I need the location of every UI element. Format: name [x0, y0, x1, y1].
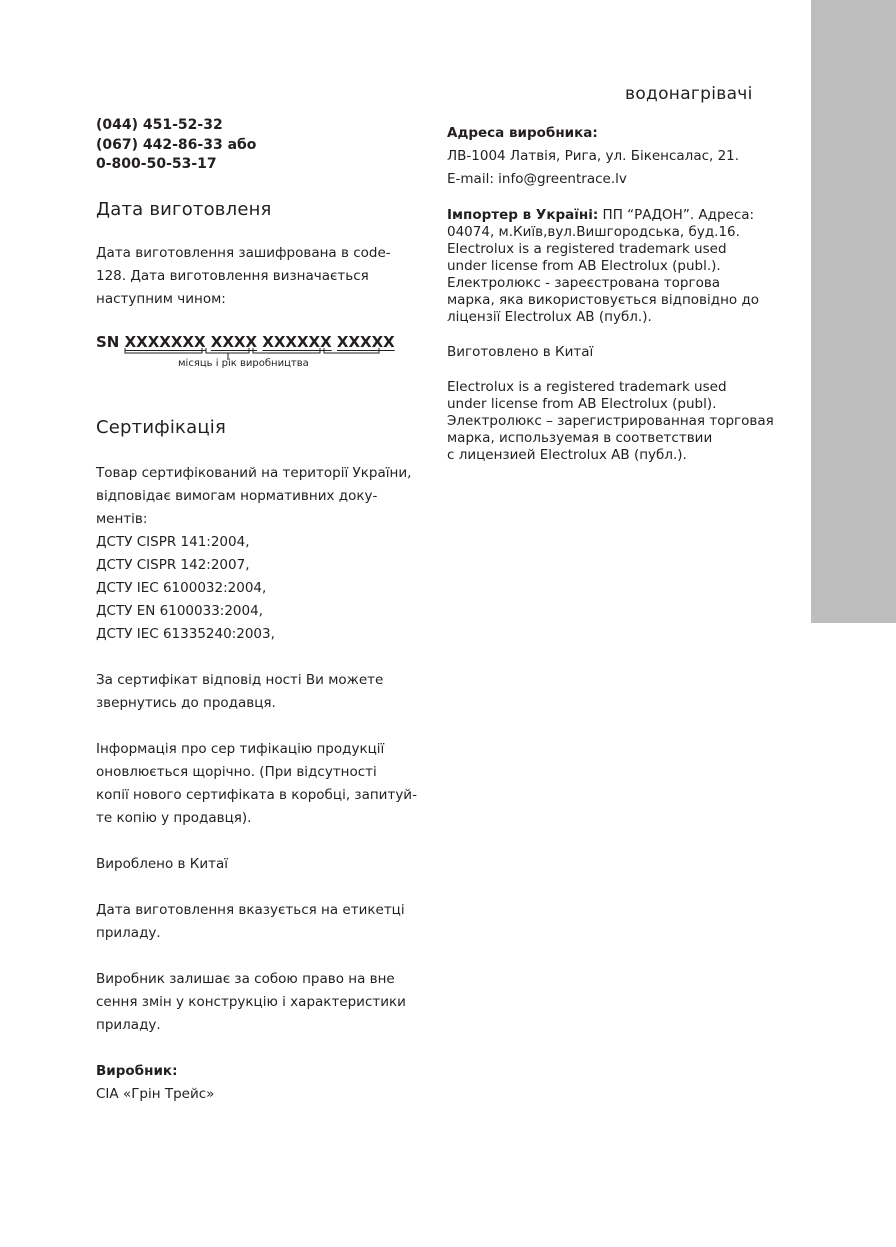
- certificate-update-para: Інформація про сер тифікацію продукції оновлюється щорічно. (При відсутності копії нового сертифіката в коробці, запитуй- те копію у продавця).: [96, 740, 417, 826]
- left-column: [96, 116, 436, 1106]
- section-side-tab: [811, 0, 896, 623]
- standard-item: ДСТУ CISPR 141:2004,: [96, 533, 250, 550]
- address-text: ЛВ-1004 Латвія, Рига, ул. Бікенсалас, 21.: [447, 148, 740, 164]
- email-text: E-mail: info@greentrace.lv: [447, 171, 627, 187]
- trademark-block: Electrolux is a registered trademark used under license from AB Electrolux (publ). Электролюкс – зарегистрированная торговая марка, используемая в соответствии с лицензией Electrolux AB (публ.).: [447, 379, 774, 463]
- label-date-para: Дата виготовлення вказується на етикетці приладу.: [96, 901, 405, 941]
- phone-number: 0-800-50-53-17: [96, 156, 217, 172]
- right-column: [447, 122, 797, 464]
- manufacturer-block: [96, 1060, 436, 1106]
- manufacture-date-heading: Дата виготовленя: [96, 198, 272, 220]
- sn-group: XXXX: [210, 332, 258, 351]
- standard-item: ДСТУ IEC 61335240:2003,: [96, 625, 275, 642]
- address-label: Адреса виробника:: [447, 125, 598, 141]
- made-in-text: Вироблено в Китаї: [96, 855, 228, 872]
- serial-number-format: [96, 333, 436, 375]
- hotline-phones: [96, 116, 436, 175]
- sn-group: XXXXXX: [262, 332, 332, 351]
- sn-group: XXXXX: [336, 332, 395, 351]
- section-label: водонагрівачі: [625, 84, 753, 104]
- sn-caption: місяць і рік виробництва: [178, 357, 309, 369]
- phone-number: (067) 442-86-33 або: [96, 136, 257, 153]
- sn-group: XXXXXXX: [124, 332, 206, 351]
- importer-block: Імпортер в Україні: ПП “РАДОН”. Адреса: 04074, м.Київ,вул.Вишгородська, буд.16. Electrolux is a registered trademark used under license from AB Electrolux (publ.). Електролюкс - зареєстрована торгова марка, яка використовується відповідно до ліцензії Electrolux AB (публ.).: [447, 207, 760, 325]
- certification-heading: Сертифікація: [96, 416, 227, 438]
- importer-label: Імпортер в Україні:: [447, 207, 599, 223]
- manufacture-date-text: Дата виготовлення зашифрована в code- 128. Дата виготовлення визначається наступним чином:: [96, 244, 391, 307]
- standard-item: ДСТУ CISPR 142:2007,: [96, 556, 250, 573]
- made-in-china-text: Виготовлено в Китаї: [447, 344, 594, 360]
- certification-intro: Товар сертифікований на території України, відповідає вимогам нормативних доку- ментів: ДСТУ CISPR 141:2004, ДСТУ CISPR 142:2007, ДСТУ IEC 6100032:2004, ДСТУ EN 6100033:2004, ДСТУ IEC 61335240:2003,: [96, 462, 436, 646]
- phone-number: (044) 451-52-32: [96, 117, 223, 133]
- standard-item: ДСТУ EN 6100033:2004,: [96, 602, 263, 619]
- rights-para: Виробник залишає за собою право на вне сення змін у конструкцію і характеристики приладу.: [96, 970, 406, 1033]
- manufacturer-name: СІА «Грін Трейс»: [96, 1085, 215, 1102]
- certificate-contact-para: За сертифікат відповід ності Ви можете звернутись до продавця.: [96, 671, 384, 711]
- manufacturer-label: Виробник:: [96, 1062, 178, 1079]
- standard-item: ДСТУ IEC 6100032:2004,: [96, 579, 267, 596]
- sn-prefix: SN: [96, 332, 120, 351]
